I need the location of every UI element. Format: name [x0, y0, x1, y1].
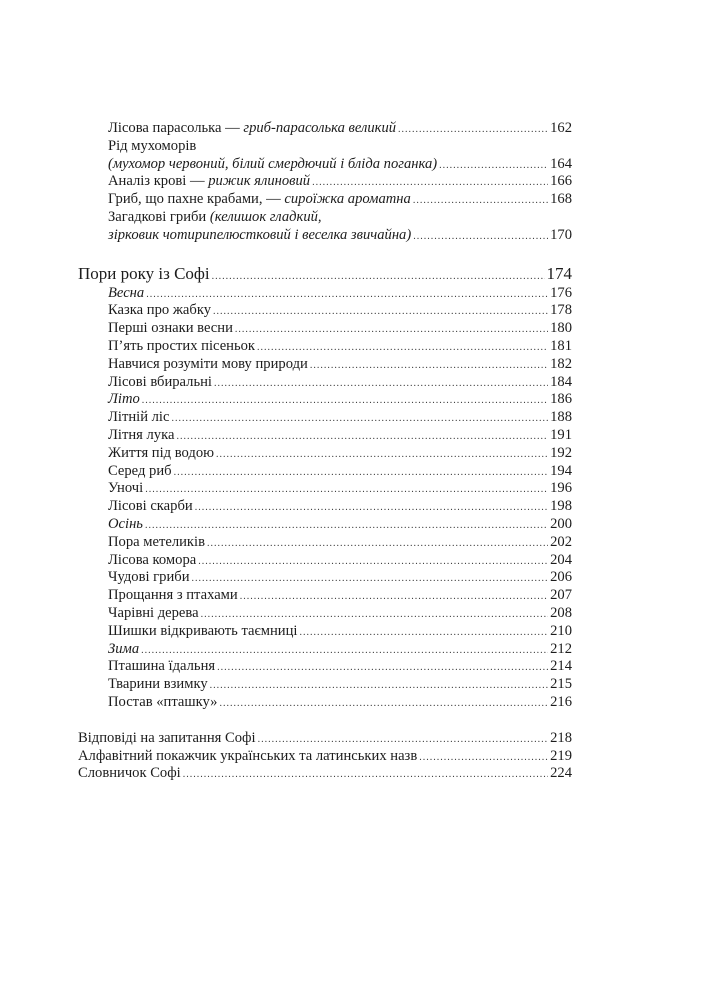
page-number: 178: [550, 302, 572, 319]
entry-label: (мухомор червоний, білий смердючий і бліда поганка): [108, 155, 438, 172]
toc-entry: [78, 409, 572, 427]
toc-entry: [78, 534, 572, 552]
entry-label: Алфавітний покажчик українських та латинських назв: [78, 747, 418, 764]
leader-dots: [176, 428, 548, 446]
toc-entry: [78, 569, 572, 587]
entry-label: Пташина їдальня: [108, 658, 216, 675]
leader-dots: [192, 570, 549, 588]
page-number: 184: [550, 373, 572, 390]
season-subheading-entry: [78, 285, 572, 303]
season-subheading-entry: [78, 516, 572, 534]
leader-dots: [201, 606, 549, 624]
seasons-section: [78, 263, 572, 712]
entry-label: Лісові скарби: [108, 498, 193, 515]
leader-dots: [439, 157, 548, 175]
leader-dots: [219, 695, 548, 713]
toc-entry: [78, 552, 572, 570]
page-number: 176: [550, 284, 572, 301]
page-number: 207: [550, 587, 572, 604]
page-number: 196: [550, 480, 572, 497]
page-number: 186: [550, 391, 572, 408]
toc-entry: [78, 120, 572, 138]
entry-label: Гриб, що пахне крабами, — сироїжка ароматна: [108, 191, 411, 208]
toc-entry: [78, 587, 572, 605]
leader-dots: [210, 677, 548, 695]
page-number: 204: [550, 551, 572, 568]
toc-entry: [78, 694, 572, 712]
leader-dots: [398, 121, 548, 139]
season-name: Літо: [108, 391, 140, 408]
leader-dots: [142, 392, 548, 410]
entry-label: Тварини взимку: [108, 676, 208, 693]
section-spacer: [78, 712, 572, 730]
leader-dots: [213, 303, 548, 321]
entry-label: Словничок Софі: [78, 765, 181, 782]
page-number: 214: [550, 658, 572, 675]
entry-label: Відповіді на запитання Софі: [78, 729, 256, 746]
leader-dots: [310, 357, 548, 375]
toc-entry: [78, 227, 572, 245]
page-number: 206: [550, 569, 572, 586]
page-number: 168: [550, 191, 572, 208]
toc-entry: [78, 320, 572, 338]
seasons-list: [78, 285, 572, 712]
toc-entry: [78, 445, 572, 463]
leader-dots: [299, 624, 548, 642]
leader-dots: [195, 499, 548, 517]
entry-label: Постав «пташку»: [108, 693, 218, 710]
leader-dots: [212, 266, 545, 288]
leader-dots: [216, 446, 548, 464]
entry-label: Казка про жабку: [108, 302, 211, 319]
season-name: Осінь: [108, 515, 143, 532]
section-heading-entry: [78, 263, 572, 285]
toc-entry: [78, 173, 572, 191]
table-of-contents: [78, 120, 572, 783]
page-number: 164: [550, 155, 572, 172]
entry-label: Шишки відкривають таємниці: [108, 622, 298, 639]
entry-label: Прощання з птахами: [108, 587, 238, 604]
entry-label: Пора метеликів: [108, 533, 205, 550]
entry-label: Лісова парасолька — гриб-парасолька великий: [108, 120, 397, 136]
toc-entry: [78, 427, 572, 445]
toc-entry: [78, 191, 572, 209]
season-subheading-entry: [78, 391, 572, 409]
leader-dots: [171, 410, 548, 428]
page-number: 162: [550, 120, 572, 136]
entry-label: Навчися розуміти мову природи: [108, 355, 308, 372]
leader-dots: [183, 766, 548, 784]
leader-dots: [145, 481, 548, 499]
entry-label: Лісова комора: [108, 551, 197, 568]
leader-dots: [145, 517, 548, 535]
entry-label: Загадкові гриби (келишок гладкий,: [108, 208, 322, 225]
toc-entry: [78, 156, 572, 174]
leader-dots: [141, 642, 548, 660]
leader-dots: [146, 286, 548, 304]
entry-label: Перші ознаки весни: [108, 320, 233, 337]
leader-dots: [217, 659, 548, 677]
leader-dots: [207, 535, 548, 553]
page-number: 215: [550, 676, 572, 693]
leader-dots: [235, 321, 548, 339]
leader-dots: [413, 192, 548, 210]
section-title: Пори року із Софі: [78, 263, 210, 283]
page-number: 210: [550, 622, 572, 639]
toc-entry: [78, 480, 572, 498]
toc-entry: [78, 498, 572, 516]
mushroom-section: [78, 120, 572, 245]
entry-label: Лісові вбиральні: [108, 373, 212, 390]
page-number: 170: [550, 226, 572, 243]
page-number: 188: [550, 409, 572, 426]
leader-dots: [419, 749, 548, 767]
page-number: 180: [550, 320, 572, 337]
season-subheading-entry: [78, 641, 572, 659]
toc-entry: [78, 730, 572, 748]
toc-entry: [78, 658, 572, 676]
leader-dots: [258, 731, 549, 749]
entry-label: Серед риб: [108, 462, 172, 479]
toc-entry: [78, 748, 572, 766]
entry-label: Уночі: [108, 480, 144, 497]
page-number: 212: [550, 640, 572, 657]
toc-entry: [78, 374, 572, 392]
page-number: 174: [546, 263, 572, 283]
toc-entry: [78, 623, 572, 641]
entry-label: Літня лука: [108, 426, 175, 443]
entry-label: П’ять простих пісеньок: [108, 337, 256, 354]
leader-dots: [257, 339, 548, 357]
page-number: 216: [550, 693, 572, 710]
leader-dots: [413, 228, 548, 246]
entry-label: Чарівні дерева: [108, 604, 199, 621]
page-number: 219: [550, 747, 572, 764]
page-number: 194: [550, 462, 572, 479]
page-number: 218: [550, 729, 572, 746]
page-number: 181: [550, 337, 572, 354]
page-number: 182: [550, 355, 572, 372]
entry-label: зірковик чотирипелюстковий і веселка звичайна): [108, 226, 412, 243]
section-spacer: [78, 245, 572, 263]
season-name: Зима: [108, 640, 140, 657]
toc-entry: [78, 605, 572, 623]
leader-dots: [312, 174, 548, 192]
toc-entry: [78, 302, 572, 320]
page-number: 191: [550, 426, 572, 443]
page-number: 202: [550, 533, 572, 550]
leader-dots: [214, 375, 548, 393]
season-name: Весна: [108, 284, 145, 301]
page-number: 224: [550, 765, 572, 782]
toc-entry: [78, 356, 572, 374]
leader-dots: [198, 553, 548, 571]
page-number: 192: [550, 444, 572, 461]
toc-entry: [78, 676, 572, 694]
toc-entry: [78, 765, 572, 783]
page-number: 198: [550, 498, 572, 515]
leader-dots: [174, 464, 549, 482]
page-number: 166: [550, 173, 572, 190]
entry-label: Життя під водою: [108, 444, 215, 461]
entry-label: Рід мухоморів: [108, 137, 197, 154]
page-number: 208: [550, 604, 572, 621]
entry-label: Літній ліс: [108, 409, 170, 426]
toc-entry: [78, 463, 572, 481]
appendix-section: [78, 730, 572, 783]
page-number: 200: [550, 515, 572, 532]
leader-dots: [240, 588, 548, 606]
entry-label: Чудові гриби: [108, 569, 190, 586]
toc-entry: [78, 338, 572, 356]
entry-label: Аналіз крові — рижик ялиновий: [108, 173, 311, 190]
